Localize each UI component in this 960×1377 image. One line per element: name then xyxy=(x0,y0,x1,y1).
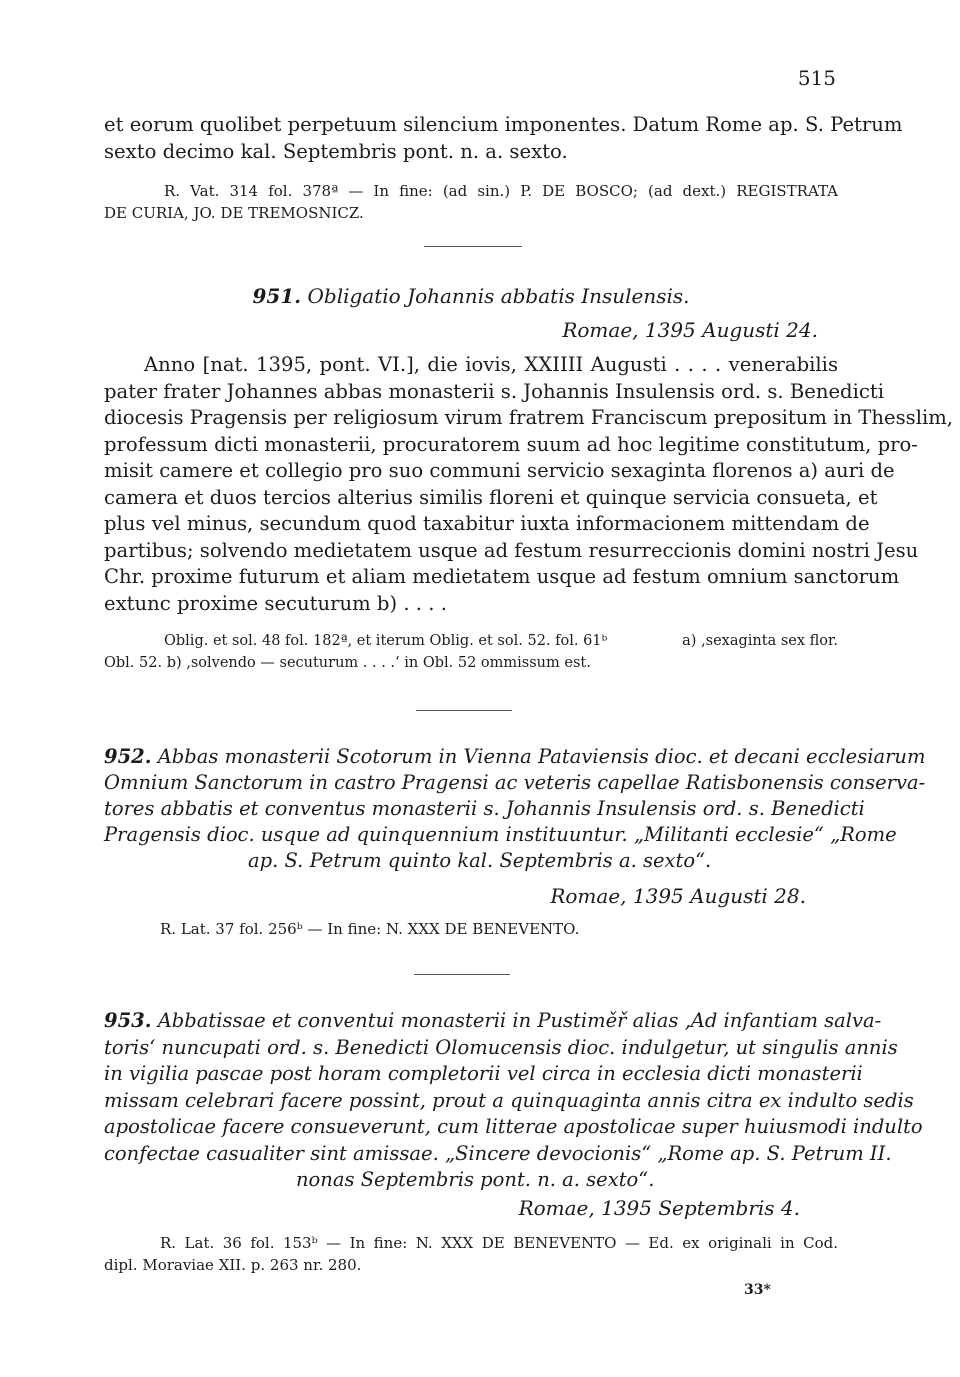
entry-951-body xyxy=(104,352,954,617)
text-line: missam celebrari facere possint, prout a quinquaginta annis citra ex indulto sedis xyxy=(104,1088,914,1112)
text-line: ap. S. Petrum quinto kal. Septembris a. sexto“. xyxy=(248,849,712,872)
entry-953-date: Romae, 1395 Septembris 4. xyxy=(518,1196,800,1220)
text-line: apostolicae facere consueverunt, cum litterae apostolicae super huiusmodi indulto xyxy=(104,1115,923,1138)
entry-951-notes xyxy=(104,630,838,674)
text-line: camera et duos tercios alterius similis floreni et quinque servicia consueta, et xyxy=(104,485,878,509)
source-note xyxy=(104,180,838,224)
entry-952-body xyxy=(104,744,926,874)
entry-952-date: Romae, 1395 Augusti 28. xyxy=(550,884,806,908)
text-line: Omnium Sanctorum in castro Pragensi ac veteris capellae Ratisbonensis conserva- xyxy=(104,771,926,794)
entry-number: 953. xyxy=(104,1009,152,1032)
text-line: pater frater Johannes abbas monasterii s. Johannis Insulensis ord. s. Benedicti xyxy=(104,379,884,403)
signature-mark: 33* xyxy=(744,1282,771,1298)
text-line: sexto decimo kal. Septembris pont. n. a. sexto. xyxy=(104,139,568,163)
text-line: diocesis Pragensis per religiosum virum fratrem Franciscum prepositum in Thesslim, xyxy=(104,406,954,429)
entry-title: Abbas monasterii Scotorum in Vienna Pataviensis dioc. et decani ecclesiarum xyxy=(157,745,926,768)
text-line: et eorum quolibet perpetuum silencium imponentes. Datum Rome ap. S. Petrum xyxy=(104,113,903,136)
text-line: Anno [nat. 1395, pont. VI.], die iovis, XXIIII Augusti . . . . venerabilis xyxy=(144,353,838,376)
text-line: Chr. proxime futurum et aliam medietatem usque ad festum omnium sanctorum xyxy=(104,565,900,588)
text-line: dipl. Moraviae XII. p. 263 nr. 280. xyxy=(104,1256,362,1274)
entry-number: 951. xyxy=(252,284,302,308)
text-line: confectae casualiter sint amissae. „Sincere devocionis“ „Rome ap. S. Petrum II. xyxy=(104,1141,892,1165)
entry-952-source: R. Lat. 37 fol. 256ᵇ — In fine: N. XXX DE BENEVENTO. xyxy=(160,920,580,938)
divider xyxy=(424,246,522,247)
text-line: R. Vat. 314 fol. 378ª — In fine: (ad sin.) P. DE BOSCO; (ad dext.) REGISTRATA xyxy=(164,182,838,200)
text-line: misit camere et collegio pro suo communi servicio sexaginta florenos a) auri de xyxy=(104,459,895,482)
entry-number: 952. xyxy=(104,745,152,768)
text-line: R. Lat. 36 fol. 153ᵇ — In fine: N. XXX DE BENEVENTO — Ed. ex originali in Cod. xyxy=(160,1234,838,1252)
text-line: toris‘ nuncupati ord. s. Benedicti Olomucensis dioc. indulgetur, ut singulis annis xyxy=(104,1035,898,1059)
entry-953-body xyxy=(104,1008,923,1194)
text-line: tores abbatis et conventus monasterii s. Johannis Insulensis ord. s. Benedicti xyxy=(104,797,865,820)
text-line: plus vel minus, secundum quod taxabitur iuxta informacionem mittendam de xyxy=(104,512,870,535)
text-line: partibus; solvendo medietatem usque ad festum resurreccionis domini nostri Jesu xyxy=(104,538,919,562)
text-line: DE CURIA, JO. DE TREMOSNICZ. xyxy=(104,204,364,222)
entry-951-heading xyxy=(104,284,838,308)
footnote-b: Obl. 52. b) ‚solvendo — secuturum . . . .‘ in Obl. 52 ommissum est. xyxy=(104,655,591,671)
entry-title: Abbatissae et conventui monasterii in Pustiměř alias ‚Ad infantiam salva- xyxy=(157,1009,882,1032)
text-line xyxy=(104,744,926,770)
source-note: Oblig. et sol. 48 fol. 182ª, et iterum Oblig. et sol. 52. fol. 61ᵇ xyxy=(164,633,608,649)
text-line: Pragensis dioc. usque ad quinquennium instituuntur. „Militanti ecclesie“ „Rome xyxy=(104,823,897,846)
footnote-a: a) ‚sexaginta sex flor. xyxy=(682,633,838,649)
entry-953-source xyxy=(104,1232,838,1276)
divider xyxy=(416,710,512,711)
divider xyxy=(414,974,510,975)
text-line: professum dicti monasterii, procuratorem suum ad hoc legitime constitutum, pro- xyxy=(104,432,918,456)
continuation-text xyxy=(104,112,903,165)
text-line: extunc proxime secuturum b) . . . . xyxy=(104,591,447,615)
text-line: nonas Septembris pont. n. a. sexto“. xyxy=(296,1168,655,1191)
text-line: in vigilia pascae post horam completorii vel circa in ecclesia dicti monasterii xyxy=(104,1062,863,1085)
page-number: 515 xyxy=(797,66,836,90)
text-line xyxy=(104,1008,882,1035)
entry-951-date: Romae, 1395 Augusti 24. xyxy=(562,318,818,342)
entry-title: Obligatio Johannis abbatis Insulensis. xyxy=(307,284,690,308)
